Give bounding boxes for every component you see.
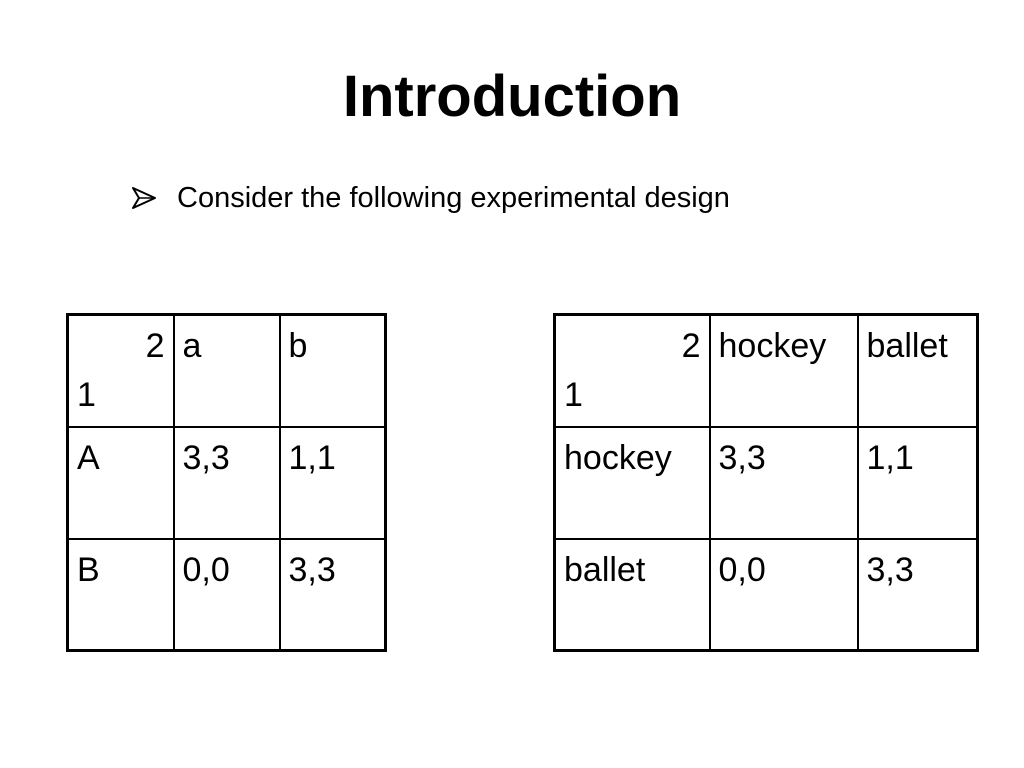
column-header: b bbox=[280, 315, 386, 427]
table-row bbox=[68, 539, 386, 651]
bullet-text: Consider the following experimental design bbox=[177, 181, 730, 214]
payoff-cell: 0,0 bbox=[710, 539, 858, 651]
row-header: A bbox=[68, 427, 174, 539]
payoff-table-letters bbox=[66, 313, 387, 652]
payoff-cell: 0,0 bbox=[174, 539, 280, 651]
payoff-cell: 3,3 bbox=[858, 539, 978, 651]
slide-title: Introduction bbox=[342, 64, 682, 129]
table-header-row bbox=[68, 315, 386, 427]
payoff-cell: 3,3 bbox=[174, 427, 280, 539]
row-header: hockey bbox=[555, 427, 710, 539]
table-header-row bbox=[555, 315, 978, 427]
column-header: ballet bbox=[858, 315, 978, 427]
payoff-table-activities bbox=[553, 313, 979, 652]
corner-cell bbox=[68, 315, 174, 427]
row-header: B bbox=[68, 539, 174, 651]
table-row bbox=[68, 427, 386, 539]
payoff-cell: 1,1 bbox=[858, 427, 978, 539]
arrow-bullet-icon bbox=[131, 186, 157, 210]
player-1-label: 1 bbox=[564, 376, 583, 414]
table-row bbox=[555, 539, 978, 651]
corner-cell bbox=[555, 315, 710, 427]
payoff-cell: 3,3 bbox=[710, 427, 858, 539]
row-header: ballet bbox=[555, 539, 710, 651]
payoff-cell: 3,3 bbox=[280, 539, 386, 651]
player-2-label: 2 bbox=[681, 327, 701, 365]
player-2-label: 2 bbox=[145, 327, 165, 365]
table-row bbox=[555, 427, 978, 539]
payoff-cell: 1,1 bbox=[280, 427, 386, 539]
column-header: hockey bbox=[710, 315, 858, 427]
column-header: a bbox=[174, 315, 280, 427]
player-1-label: 1 bbox=[77, 376, 96, 414]
bullet-item bbox=[131, 178, 730, 218]
